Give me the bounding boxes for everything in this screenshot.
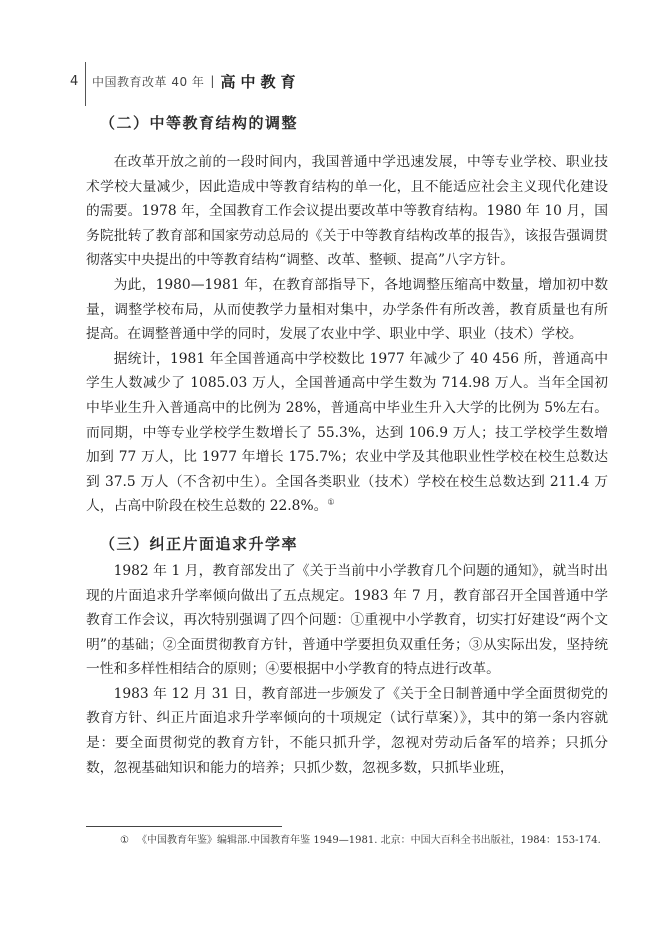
running-header — [70, 68, 300, 94]
header-separator: | — [210, 74, 215, 88]
footnote-divider — [86, 826, 282, 827]
footnote — [120, 834, 610, 848]
page-body — [86, 108, 608, 780]
footnote-text: 《中国教育年鉴》编辑部.中国教育年鉴 1949—1981. 北京：中国大百科全书出版社，1984：153-174. — [136, 835, 601, 846]
paragraph: 在改革开放之前的一段时间内，我国普通中学迅速发展，中等专业学校、职业技术学校大量减少，因此造成中等教育结构的单一化，且不能适应社会主义现代化建设的需要。1978 年，全国教育工作会议提出要改革中等教育结构。1980 年 10 月，国务院批转了教育部和国家劳动总局的《关于中等教育结构改革的报告》，该报告强调贯彻落实中央提出的中等教育结构“调整、改革、整顿、提高”八字方针。 — [86, 154, 608, 269]
section-heading-correct-enrollment-rate: （三）纠正片面追求升学率 — [100, 534, 299, 553]
paragraph: 1983 年 12 月 31 日，教育部进一步颁发了《关于全日制普通中学全面贯彻党的教育方针、纠正片面追求升学率倾向的十项规定（试行草案）》，其中的第一条内容就是：要全面贯彻党的教育方针，不能只抓升学，忽视对劳动后备军的培养；只抓分数，忽视基础知识和能力的培养；只抓少数，忽视多数，只抓毕业班， — [86, 685, 608, 776]
footnote-reference[interactable]: ① — [327, 497, 335, 507]
section-heading-structure-adjustment: （二）中等教育结构的调整 — [100, 114, 299, 132]
running-title: 中国教育改革 40 年 — [92, 74, 205, 89]
paragraph: 为此，1980—1981 年，在教育部指导下，各地调整压缩高中数量，增加初中数量，调整学校布局，从而使教学力量相对集中，办学条件有所改善，教育质量也有所提高。在调整普通中学的同时，发展了农业中学、职业中学、职业（技术）学校。 — [86, 276, 608, 343]
paragraph-with-footnote — [86, 347, 608, 519]
page-number: 4 — [70, 73, 79, 89]
paragraph: 1982 年 1 月，教育部发出了《关于当前中小学教育几个问题的通知》，就当时出现的片面追求升学率倾向做出了五点规定。1983 年 7 月，教育部召开全国普通中学教育工作会议，再次特别强调了四个问题：①重视中小学教育，切实打好建设“两个文明”的基础；②全面贯彻教育方针，普通中学要担负双重任务；③从实际出发，坚持统一性和多样性相结合的原则；④要根据中小学教育的特点进行改革。 — [86, 562, 608, 678]
footnote-marker: ① — [120, 835, 129, 846]
book-title: 高中教育 — [220, 72, 301, 91]
paragraph-text: 据统计，1981 年全国普通高中学校数比 1977 年减少了 40 456 所，普通高中学生人数减少了 1085.03 万人，全国普通高中学生数为 714.98 万人。当年全国初中毕业生升入普通高中的比例为 28%，普通高中毕业生升入大学的比例为 5%左右。而同期，中等专业学校学生数增长了 55.3%，达到 106.9 万人；技工学校学生数增加到 77 万人，比 1977 年增长 175.7%；农业中学及其他职业性学校在校生总数达到 37.5 万人（不含初中生）。全国各类职业（技术）学校在校生总数达到 211.4 万人，占高中阶段在校生总数的 22.8%。 — [86, 350, 608, 515]
